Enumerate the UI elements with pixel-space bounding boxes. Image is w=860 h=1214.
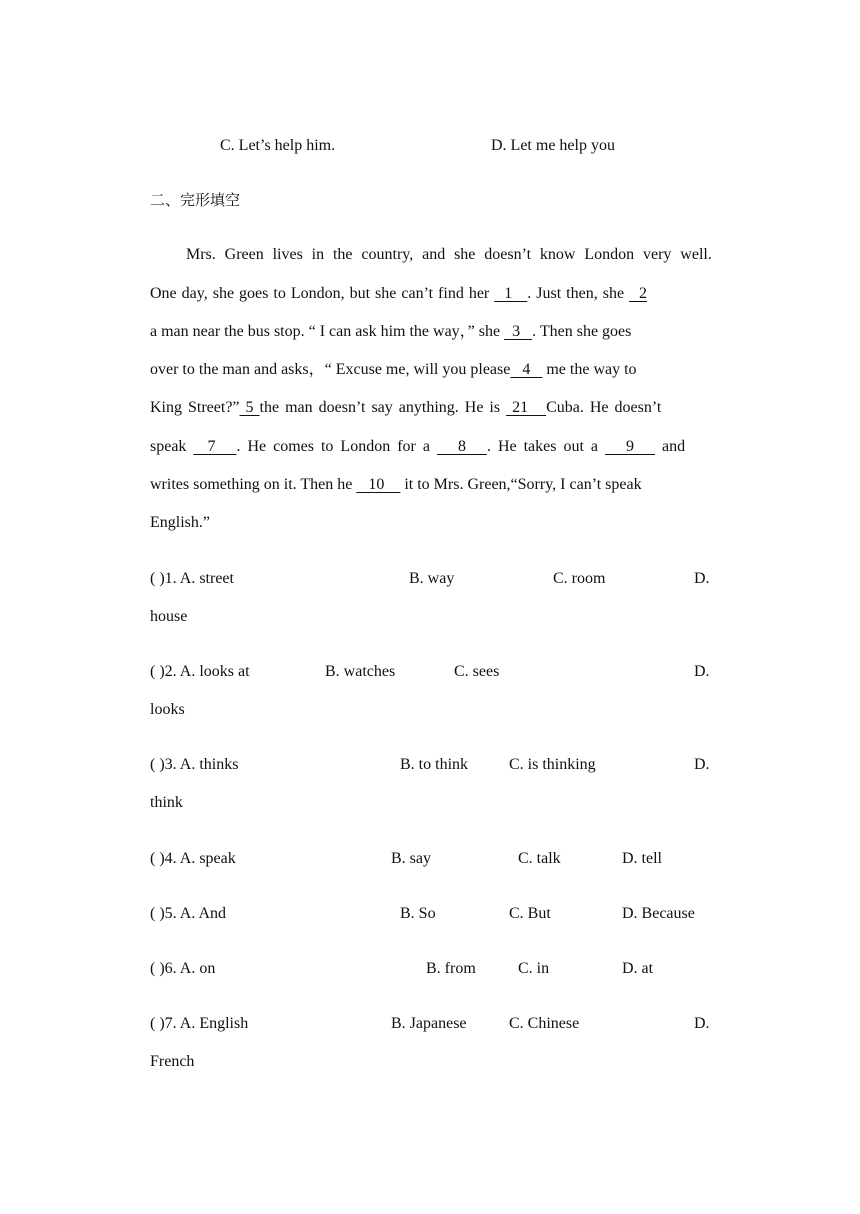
question-3-option-b: B. to think: [400, 756, 469, 773]
word: country,: [361, 246, 414, 263]
question-5-stem: ( )5. A. And: [150, 905, 226, 922]
blank-4: 4: [510, 361, 543, 378]
question-4-stem: ( )4. A. speak: [150, 850, 236, 867]
word: she: [454, 246, 476, 263]
passage-text: me the way to: [542, 361, 637, 378]
question-3-option-c: C. is thinking: [509, 756, 596, 773]
passage-line-3: [150, 322, 631, 342]
question-7-option-b: B. Japanese: [391, 1015, 467, 1032]
question-7-option-c: C. Chinese: [509, 1015, 580, 1032]
word: the: [332, 246, 353, 263]
passage-text: King Street?”: [150, 399, 240, 416]
blank-6: 21: [506, 399, 547, 416]
passage-text: writes something on it. Then he: [150, 476, 357, 493]
word: London: [584, 246, 635, 263]
question-6-option-d: D. at: [622, 960, 654, 977]
question-2-option-c: C. sees: [454, 663, 500, 680]
passage-text: and: [655, 438, 686, 455]
passage-line-4: [150, 360, 637, 380]
word: Mrs.: [186, 246, 216, 263]
blank-10: 10: [356, 476, 401, 493]
blank-1: 1: [494, 285, 528, 302]
blank-2: 2: [629, 285, 648, 302]
question-3-option-d-text: think: [150, 794, 183, 811]
question-7-stem: ( )7. A. English: [150, 1015, 249, 1032]
word: lives: [272, 246, 303, 263]
passage-text: a man near the bus stop. “ I can ask him the way，” she: [150, 323, 505, 340]
passage-text: Cuba. He doesn’t: [546, 399, 662, 416]
passage-text: . He takes out a: [486, 438, 606, 455]
prev-option-c: C. Let’s help him.: [220, 137, 336, 154]
question-6-stem: ( )6. A. on: [150, 960, 216, 977]
blank-3: 3: [504, 323, 533, 340]
question-4-option-c: C. talk: [518, 850, 561, 867]
word: and: [422, 246, 446, 263]
blank-5: 5: [239, 399, 260, 416]
question-7-option-d-text: French: [150, 1053, 195, 1070]
question-1-option-b: B. way: [409, 570, 455, 587]
word: Green: [224, 246, 264, 263]
word: well.: [680, 246, 712, 263]
passage-line-1: [186, 245, 712, 265]
passage-text: speak: [150, 438, 194, 455]
passage-line-2: [150, 284, 647, 304]
passage-text: it to Mrs. Green,“Sorry, I can’t speak: [400, 476, 642, 493]
question-1-option-d: D.: [694, 570, 710, 587]
question-2-option-b: B. watches: [325, 663, 396, 680]
question-6-option-c: C. in: [518, 960, 550, 977]
question-3-stem: ( )3. A. thinks: [150, 756, 239, 773]
question-5-option-d: D. Because: [622, 905, 695, 922]
word: in: [311, 246, 325, 263]
word: know: [539, 246, 576, 263]
prev-option-d: D. Let me help you: [491, 137, 615, 154]
question-7-option-d: D.: [694, 1015, 710, 1032]
question-1-option-c: C. room: [553, 570, 606, 587]
section-heading: 二、完形填空: [150, 191, 241, 209]
question-5-option-c: C. But: [509, 905, 551, 922]
passage-text: . He comes to London for a: [236, 438, 437, 455]
passage-text: over to the man and asks，“ Excuse me, will you please: [150, 361, 511, 378]
question-6-option-b: B. from: [426, 960, 476, 977]
blank-8: 8: [436, 438, 487, 455]
passage-text: . Just then, she: [527, 285, 630, 302]
question-3-option-d: D.: [694, 756, 710, 773]
passage-text: the man doesn’t say anything. He is: [259, 399, 507, 416]
passage-line-6: [150, 437, 685, 457]
word: doesn’t: [484, 246, 532, 263]
question-4-option-b: B. say: [391, 850, 431, 867]
question-2-stem: ( )2. A. looks at: [150, 663, 250, 680]
passage-line-8: English.”: [150, 514, 210, 531]
passage-text: One day, she goes to London, but she can’t find her: [150, 285, 495, 302]
blank-7: 7: [193, 438, 237, 455]
question-2-option-d-text: looks: [150, 701, 185, 718]
question-1-option-d-text: house: [150, 608, 188, 625]
passage-line-5: [150, 398, 661, 418]
question-5-option-b: B. So: [400, 905, 436, 922]
passage-line-7: [150, 475, 642, 495]
blank-9: 9: [605, 438, 656, 455]
passage-text: . Then she goes: [532, 323, 632, 340]
question-2-option-d: D.: [694, 663, 710, 680]
question-4-option-d: D. tell: [622, 850, 662, 867]
question-1-stem: ( )1. A. street: [150, 570, 234, 587]
word: very: [642, 246, 672, 263]
